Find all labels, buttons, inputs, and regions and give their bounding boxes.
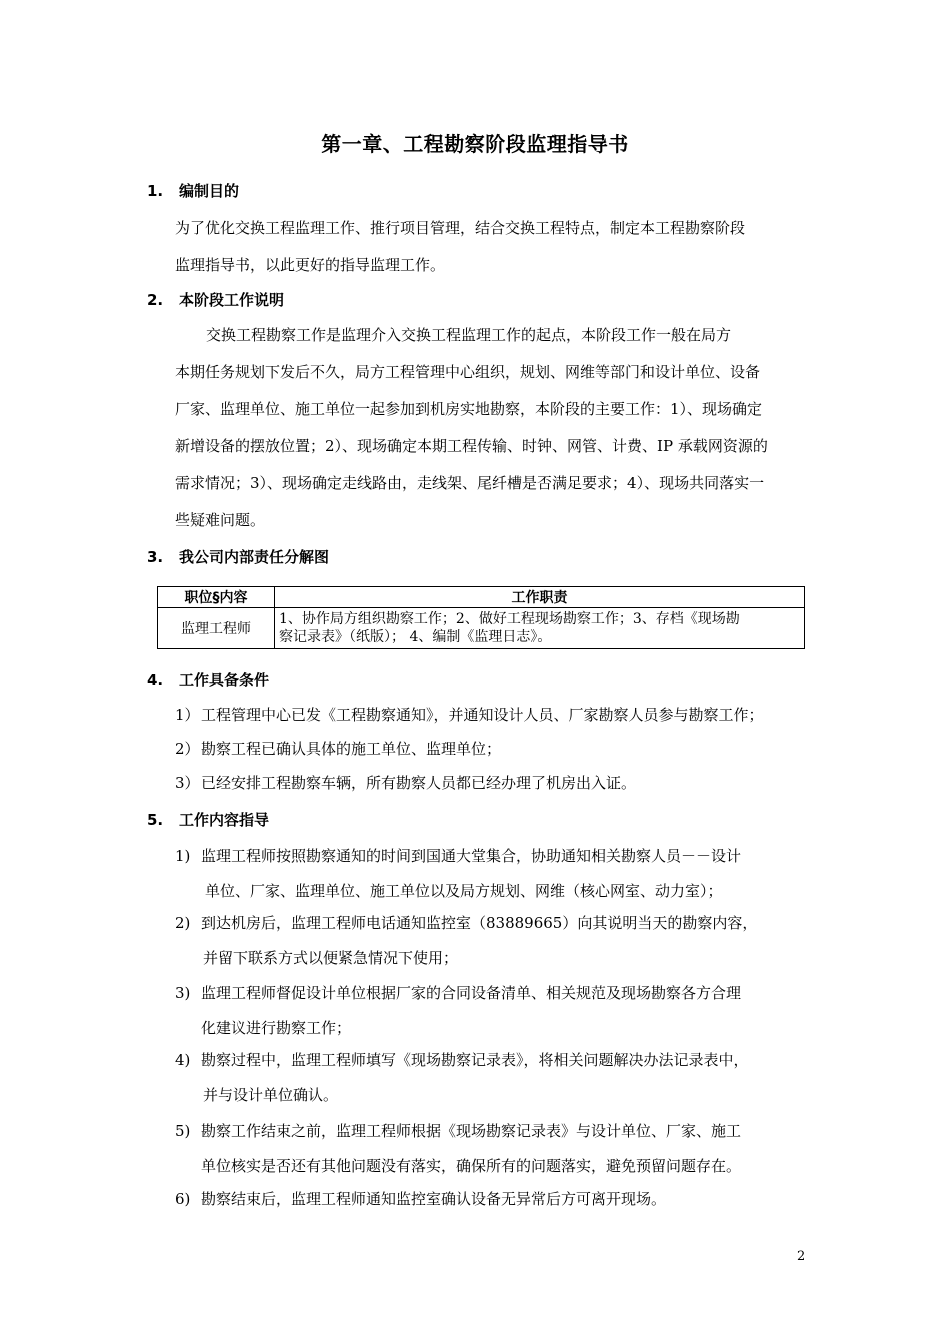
paragraph-line: 本期任务规划下发后不久，局方工程管理中心组织，规划、网维等部门和设计单位、设备 [175, 363, 761, 381]
section-title: 工作内容指导 [179, 811, 270, 829]
list-number: 6) [175, 1190, 191, 1208]
section-title: 编制目的 [179, 182, 240, 200]
table-cell-role: 监理工程师 [158, 608, 275, 649]
table-header: 工作职责 [275, 587, 805, 608]
list-text-continued: 并与设计单位确认。 [203, 1086, 339, 1104]
section-number: 4. [147, 671, 164, 689]
responsibility-table [157, 586, 805, 649]
list-text-continued: 单位、厂家、监理单位、施工单位以及局方规划、网维（核心网室、动力室）； [205, 882, 723, 900]
list-text: 工程管理中心已发《工程勘察通知》，并通知设计人员、厂家勘察人员参与勘察工作； [201, 706, 764, 724]
section-3-heading [147, 546, 329, 567]
list-text: 勘察结束后，监理工程师通知监控室确认设备无异常后方可离开现场。 [201, 1190, 667, 1208]
list-text: 勘察工程已确认具体的施工单位、监理单位； [201, 740, 502, 758]
list-number: 4) [175, 1051, 191, 1069]
page-number: 2 [797, 1249, 806, 1264]
list-number: 3) [175, 984, 191, 1002]
section-2-heading [147, 289, 284, 310]
paragraph-line: 厂家、监理单位、施工单位一起参加到机房实地勘察，本阶段的主要工作：1）、现场确定 [175, 400, 763, 418]
list-item [175, 1049, 749, 1070]
table-row [158, 608, 805, 649]
table-cell-duty [275, 608, 805, 649]
list-number: 3） [175, 774, 200, 792]
section-number: 5. [147, 811, 164, 829]
list-text: 监理工程师按照勘察通知的时间到国通大堂集合，协助通知相关勘察人员－－设计 [201, 847, 742, 865]
list-item [175, 1120, 741, 1141]
list-number: 2） [175, 740, 200, 758]
list-number: 1） [175, 706, 200, 724]
list-item [175, 845, 741, 866]
list-text-continued: 单位核实是否还有其他问题没有落实，确保所有的问题落实，避免预留问题存在。 [201, 1157, 742, 1175]
list-text: 勘察工作结束之前，监理工程师根据《现场勘察记录表》与设计单位、厂家、施工 [201, 1122, 742, 1140]
list-item [175, 738, 501, 759]
section-1-heading [147, 180, 239, 201]
list-item [175, 982, 741, 1003]
duty-line: 1、协作局方组织勘察工作；2、做好工程现场勘察工作；3、存档《现场勘 [279, 611, 740, 627]
list-text: 到达机房后，监理工程师电话通知监控室（83889665）向其说明当天的勘察内容， [201, 914, 758, 932]
section-5-heading [147, 809, 269, 830]
section-title: 工作具备条件 [179, 671, 270, 689]
chapter-title: 第一章、工程勘察阶段监理指导书 [321, 132, 629, 156]
table-header-row [158, 587, 805, 608]
table-header: 职位§内容 [158, 587, 275, 608]
list-number: 1) [175, 847, 191, 865]
list-item [175, 772, 636, 793]
duty-line: 察记录表》（纸版）； 4、编制《监理日志》。 [279, 629, 552, 645]
section-number: 1. [147, 182, 164, 200]
list-item [175, 912, 757, 933]
list-text-continued: 化建议进行勘察工作； [201, 1019, 352, 1037]
section-title: 我公司内部责任分解图 [179, 548, 330, 566]
list-number: 5) [175, 1122, 191, 1140]
paragraph-line: 新增设备的摆放位置；2）、现场确定本期工程传输、时钟、网管、计费、IP 承载网资源的 [175, 437, 768, 455]
paragraph-line: 为了优化交换工程监理工作、推行项目管理，结合交换工程特点，制定本工程勘察阶段 [175, 219, 746, 237]
list-text: 已经安排工程勘察车辆，所有勘察人员都已经办理了机房出入证。 [201, 774, 637, 792]
section-number: 2. [147, 291, 164, 309]
paragraph-line: 需求情况；3）、现场确定走线路由，走线架、尾纤槽是否满足要求；4）、现场共同落实一 [175, 474, 765, 492]
list-text-continued: 并留下联系方式以便紧急情况下使用； [203, 949, 459, 967]
list-item [175, 1188, 666, 1209]
list-number: 2) [175, 914, 191, 932]
paragraph-line: 些疑难问题。 [175, 511, 266, 529]
list-text: 监理工程师督促设计单位根据厂家的合同设备清单、相关规范及现场勘察各方合理 [201, 984, 742, 1002]
paragraph-line: 交换工程勘察工作是监理介入交换工程监理工作的起点，本阶段工作一般在局方 [206, 326, 732, 344]
list-item [175, 704, 764, 725]
paragraph-line: 监理指导书，以此更好的指导监理工作。 [175, 256, 446, 274]
section-4-heading [147, 669, 269, 690]
list-text: 勘察过程中，监理工程师填写《现场勘察记录表》，将相关问题解决办法记录表中， [201, 1051, 749, 1069]
section-number: 3. [147, 548, 164, 566]
section-title: 本阶段工作说明 [179, 291, 285, 309]
